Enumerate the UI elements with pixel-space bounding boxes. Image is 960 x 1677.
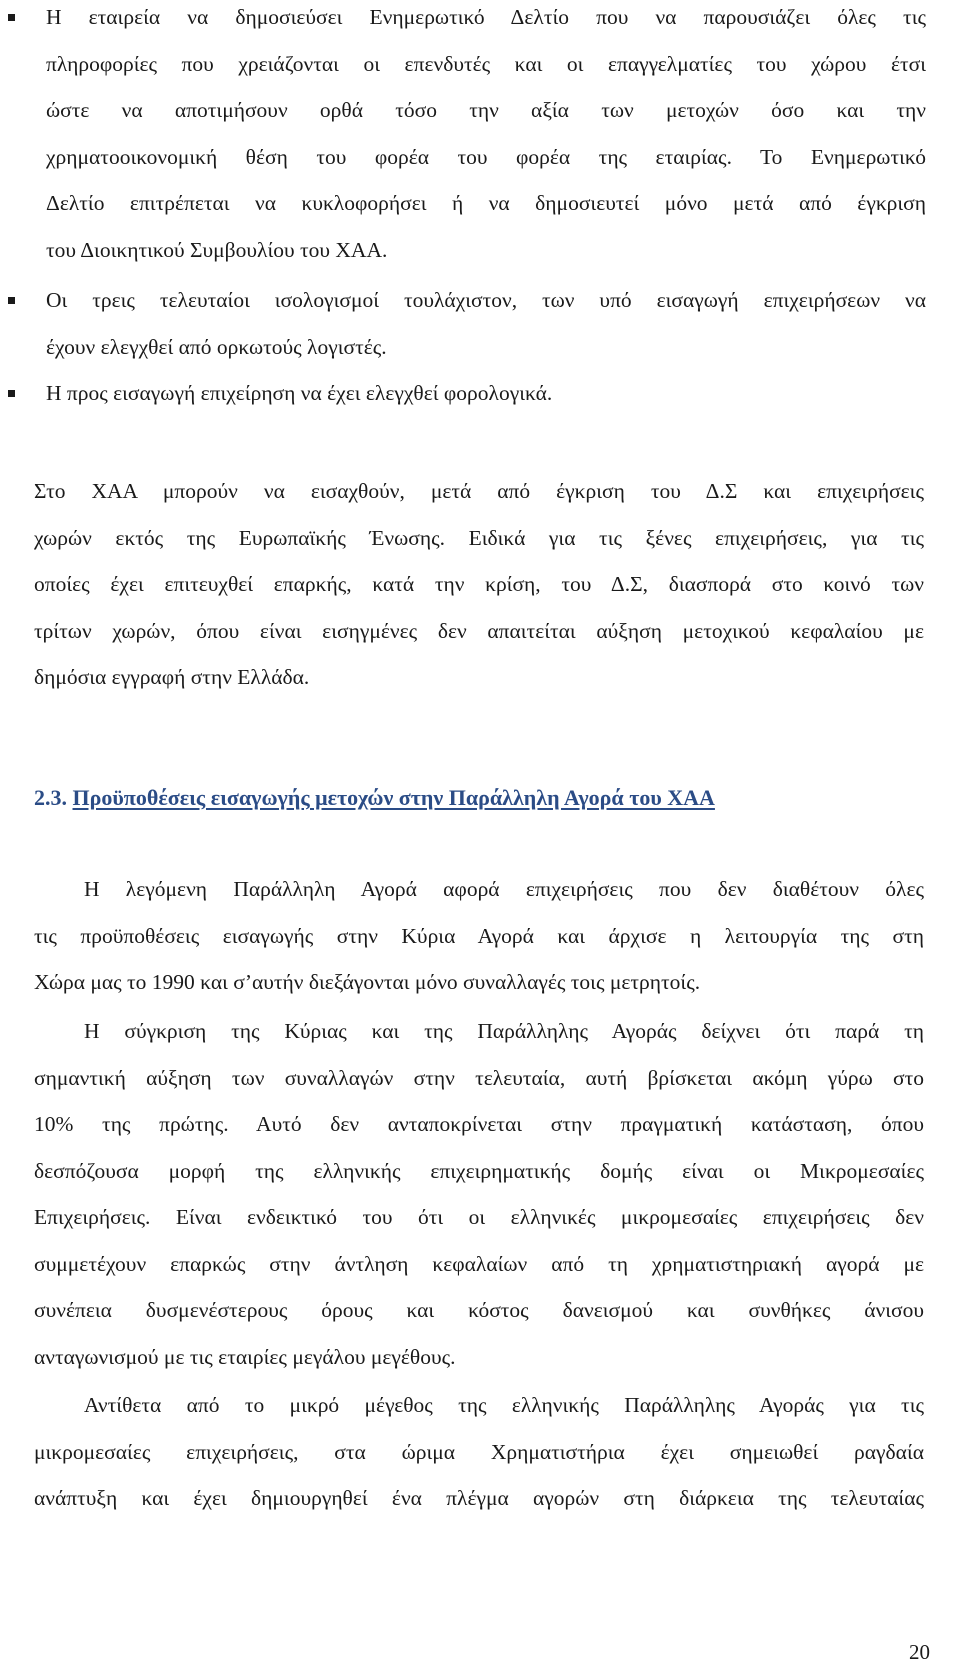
paragraph bbox=[34, 1008, 924, 1380]
text-line: δημόσια εγγραφή στην Ελλάδα. bbox=[34, 665, 310, 689]
paragraph bbox=[34, 468, 924, 701]
text-line: δεσπόζουσα μορφή της ελληνικής επιχειρηματικής δομής είναι οι Μικρομεσαίες bbox=[34, 1158, 924, 1183]
section-title: Προϋποθέσεις εισαγωγής μετοχών στην Παράλληλη Αγορά του ΧΑΑ bbox=[72, 785, 715, 810]
text-line: πληροφορίες που χρειάζονται οι επενδυτές και οι επαγγελματίες του χώρου έτσι bbox=[46, 51, 926, 76]
text-line: 10% της πρώτης. Αυτό δεν ανταποκρίνεται στην πραγματική κατάσταση, όπου bbox=[34, 1112, 924, 1136]
text-line: τρίτων χωρών, όπου είναι εισηγμένες δεν απαιτείται αύξηση μετοχικού κεφαλαίου με bbox=[34, 618, 924, 643]
text-line: Δελτίο επιτρέπεται να κυκλοφορήσει ή να δημοσιευτεί μόνο μετά από έγκριση bbox=[46, 191, 926, 215]
page-number: 20 bbox=[909, 1640, 930, 1664]
paragraph bbox=[34, 866, 924, 1006]
text-line: Στο ΧΑΑ μπορούν να εισαχθούν, μετά από έγκριση του Δ.Σ και επιχειρήσεις bbox=[34, 479, 924, 503]
text-line: σημαντική αύξηση των συναλλαγών στην τελευταία, αυτή βρίσκεται ακόμη γύρω στο bbox=[34, 1065, 924, 1090]
text-line: ανταγωνισμού με τις εταιρίες μεγάλου μεγέθους. bbox=[34, 1344, 456, 1369]
square-bullet-icon bbox=[8, 297, 15, 304]
text-line: οποίες έχει επιτευχθεί επαρκής, κατά την κρίση, του Δ.Σ, διασπορά στο κοινό των bbox=[34, 572, 924, 596]
bullet-item bbox=[0, 277, 960, 370]
text-line: Αντίθετα από το μικρό μέγεθος της ελληνικής Παράλληλης Αγοράς για τις bbox=[84, 1393, 924, 1417]
text-line: χρηματοοικονομική θέση του φορέα του φορέα της εταιρίας. Το Ενημερωτικό bbox=[46, 144, 926, 169]
text-line: του Διοικητικού Συμβουλίου του ΧΑΑ. bbox=[46, 237, 388, 262]
bullet-item bbox=[0, 370, 960, 417]
text-line: Η εταιρεία να δημοσιεύσει Ενημερωτικό Δελτίο που να παρουσιάζει όλες τις bbox=[46, 5, 926, 29]
text-line: έχουν ελεγχθεί από ορκωτούς λογιστές. bbox=[46, 334, 387, 359]
text-line: συμμετέχουν επαρκώς στην άντληση κεφαλαίων από τη χρηματιστηριακή αγορά με bbox=[34, 1251, 924, 1276]
text-line: τις προϋποθέσεις εισαγωγής στην Κύρια Αγορά και άρχισε η λειτουργία της στη bbox=[34, 923, 924, 948]
text-line: Η προς εισαγωγή επιχείρηση να έχει ελεγχθεί φορολογικά. bbox=[46, 381, 553, 405]
text-line: μικρομεσαίες επιχειρήσεις, στα ώριμα Χρηματιστήρια έχει σημειωθεί ραγδαία bbox=[34, 1439, 924, 1464]
section-number: 2.3. bbox=[34, 785, 67, 810]
section-heading bbox=[34, 778, 715, 818]
text-line: Επιχειρήσεις. Είναι ενδεικτικό του ότι οι ελληνικές μικρομεσαίες επιχειρήσεις δεν bbox=[34, 1205, 924, 1229]
text-line: Οι τρεις τελευταίοι ισολογισμοί τουλάχιστον, των υπό εισαγωγή επιχειρήσεων να bbox=[46, 288, 926, 312]
text-line: Η σύγκριση της Κύριας και της Παράλληλης Αγοράς δείχνει ότι παρά τη bbox=[84, 1019, 924, 1043]
text-line: Χώρα μας το 1990 και σ’αυτήν διεξάγονται μόνο συναλλαγές τοις μετρητοίς. bbox=[34, 970, 701, 994]
bullet-item bbox=[0, 0, 960, 273]
square-bullet-icon bbox=[8, 14, 15, 21]
square-bullet-icon bbox=[8, 390, 15, 397]
text-line: ώστε να αποτιμήσουν ορθά τόσο την αξία των μετοχών όσο και την bbox=[46, 98, 926, 122]
text-line: ανάπτυξη και έχει δημιουργηθεί ένα πλέγμα αγορών στη διάρκεια της τελευταίας bbox=[34, 1486, 924, 1510]
text-line: χωρών εκτός της Ευρωπαϊκής Ένωσης. Ειδικά για τις ξένες επιχειρήσεις, για τις bbox=[34, 525, 924, 550]
text-line: Η λεγόμενη Παράλληλη Αγορά αφορά επιχειρήσεις που δεν διαθέτουν όλες bbox=[84, 877, 924, 901]
text-line: συνέπεια δυσμενέστερους όρους και κόστος δανεισμού και συνθήκες άνισου bbox=[34, 1298, 924, 1322]
paragraph bbox=[34, 1382, 924, 1522]
